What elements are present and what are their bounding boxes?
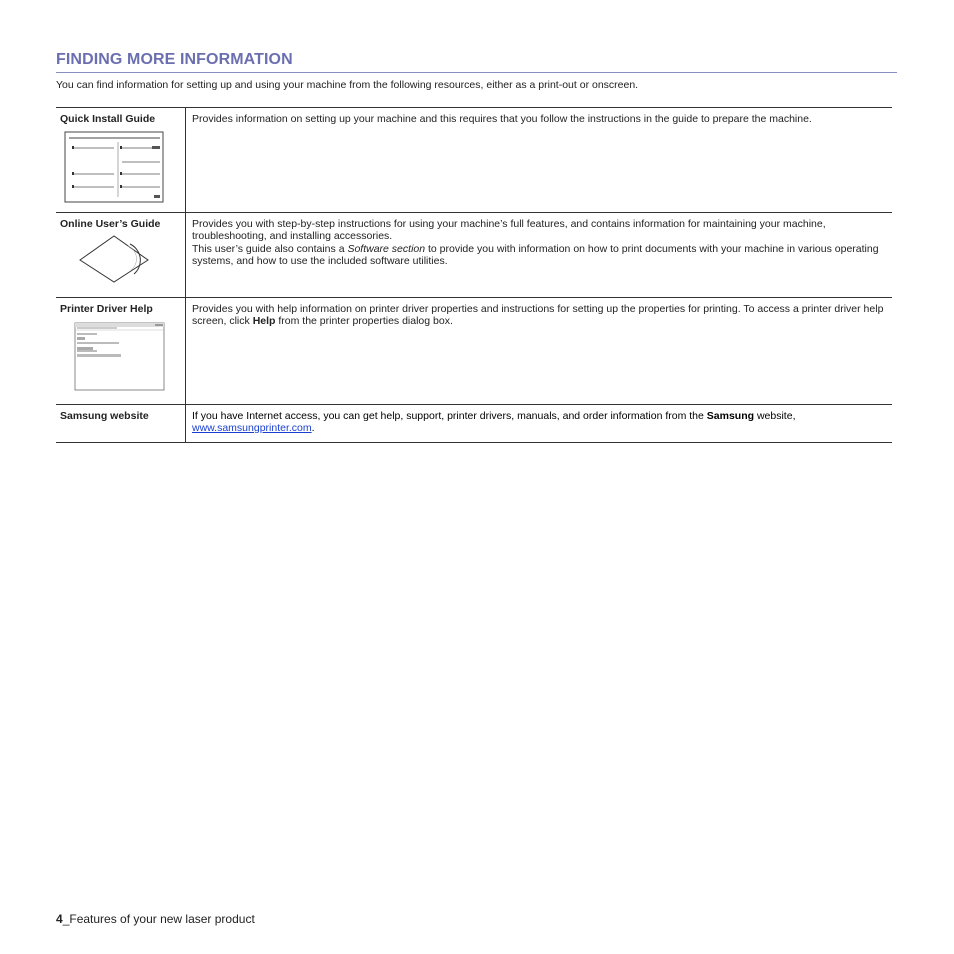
resource-description-cell [186, 298, 893, 405]
resource-description: If you have Internet access, you can get help, support, printer drivers, manuals, and order information from the Samsung website, www.samsungprinter.com. [192, 410, 796, 434]
resource-description: Provides you with help information on printer driver properties and instructions for setting up the properties for printing. To access a printer driver help screen, click Help from the printer properties dialog box. [192, 303, 884, 327]
table-row [56, 213, 892, 298]
resource-description-cell [186, 213, 893, 298]
intro-text: You can find information for setting up and using your machine from the following resources, either as a print-out or onscreen. [56, 79, 639, 91]
page-heading: FINDING MORE INFORMATION [56, 51, 897, 73]
samsung-website-link[interactable]: www.samsungprinter.com [192, 422, 312, 434]
table-row [56, 298, 892, 405]
samsung-bold-text: Samsung [706, 410, 755, 422]
resource-name: Printer Driver Help [60, 303, 153, 315]
resource-name-cell [56, 405, 186, 443]
help-window-icon [74, 322, 166, 392]
resources-table [56, 107, 892, 443]
table-row [56, 108, 892, 213]
resource-description: Provides information on setting up your machine and this requires that you follow the instructions in the guide to prepare the machine. [192, 113, 812, 125]
resource-name-cell [56, 213, 186, 298]
resource-name-cell [56, 108, 186, 213]
table-row [56, 405, 892, 443]
page-footer [56, 912, 255, 926]
quick-install-guide-icon [64, 131, 164, 203]
resource-description-cell [186, 108, 893, 213]
cd-disc-icon [78, 234, 158, 284]
software-section-text: Software section [347, 243, 426, 255]
help-bold-text: Help [252, 315, 276, 327]
resource-name: Quick Install Guide [60, 113, 156, 125]
resource-name: Samsung website [60, 410, 149, 422]
resource-description-cell [186, 405, 893, 443]
resource-description-more: This user’s guide also contains a Software section to provide you with information on how to print documents with your machine in various operating systems, and how to use the included software utilities. [192, 243, 879, 267]
resource-name-cell [56, 298, 186, 405]
resource-name: Online User’s Guide [60, 218, 161, 230]
resource-description: Provides you with step-by-step instructions for using your machine’s full features, and contains information for maintaining your machine, troubleshooting, and installing accessories. [192, 218, 826, 242]
footer-text: _Features of your new laser product [62, 912, 255, 926]
page-number: 4 [56, 912, 63, 926]
